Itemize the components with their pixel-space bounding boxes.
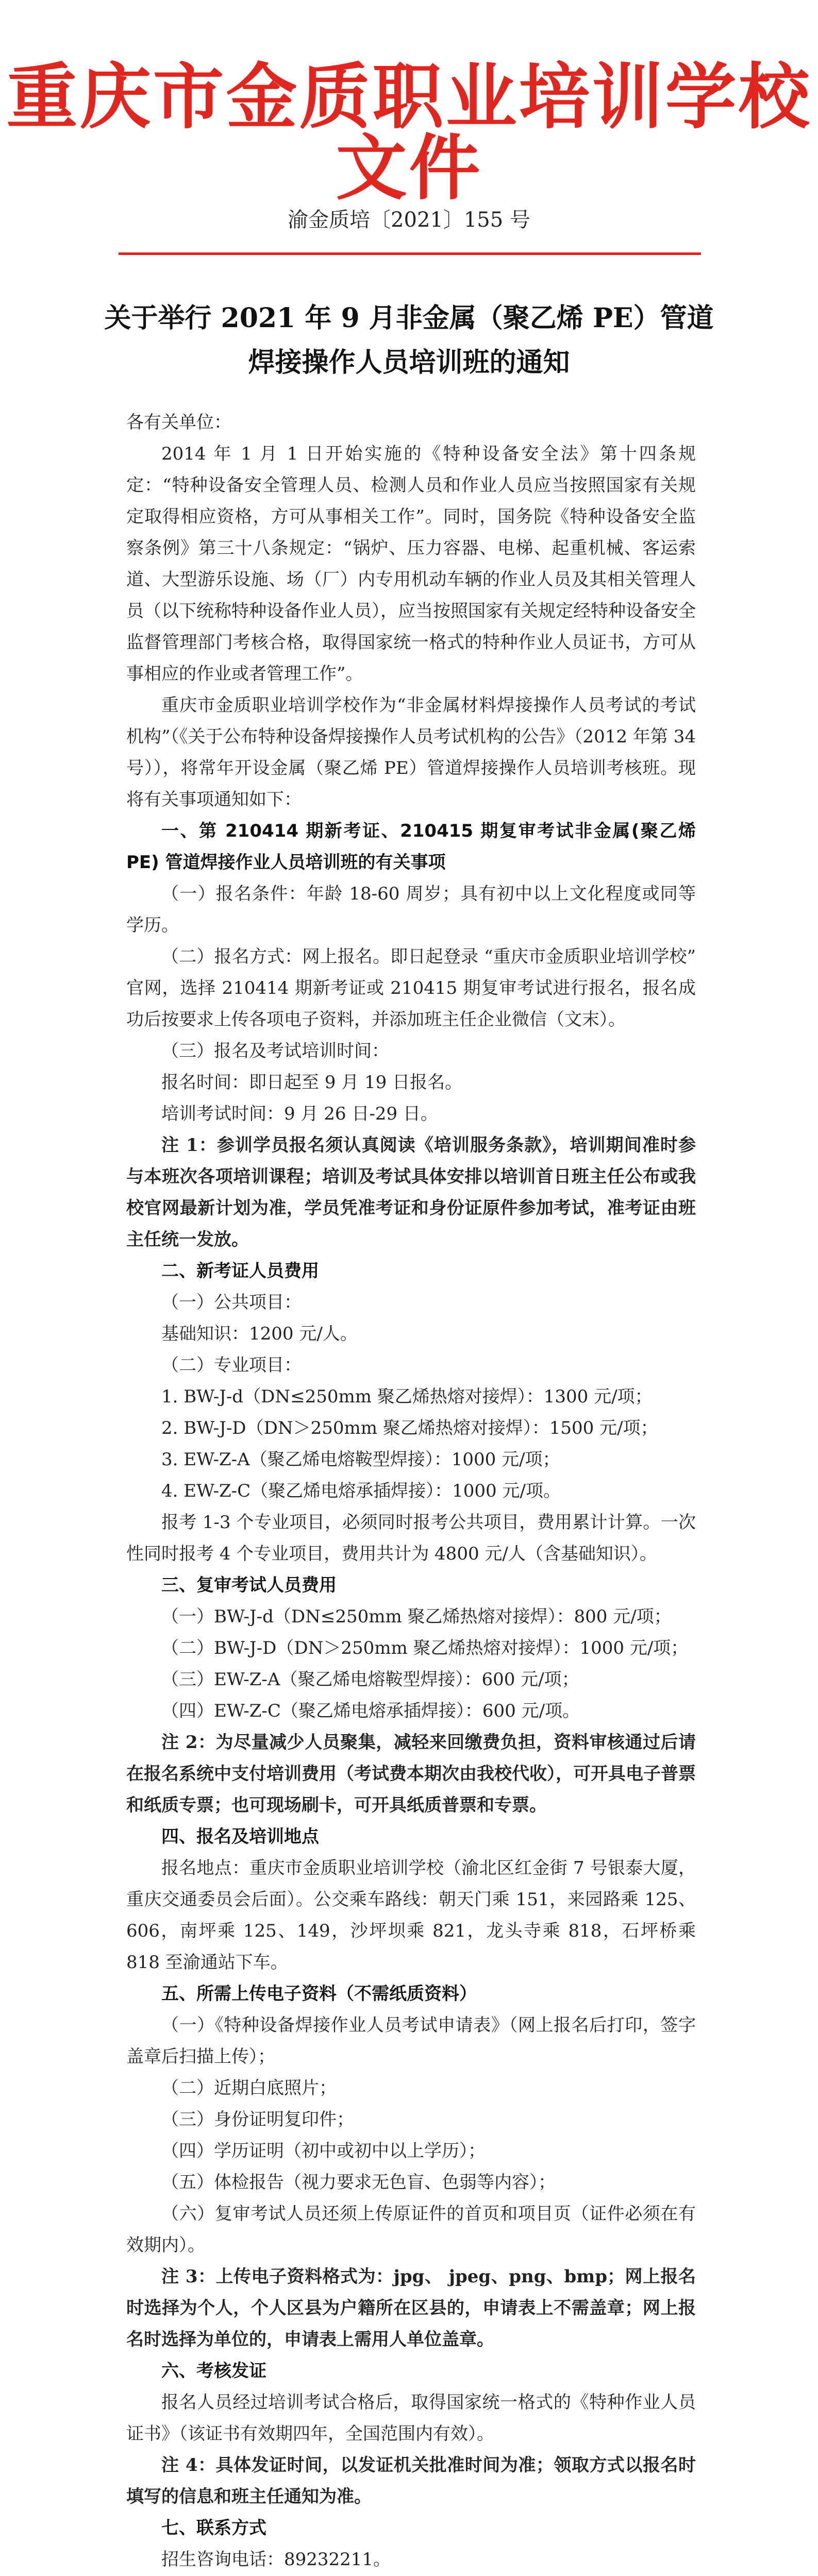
intro-paragraph-2: 重庆市金质职业培训学校作为“非金属材料焊接操作人员考试的考试机构”（《关于公布特种设备焊接操作人员考试机构的公告》（2012 年第 34 号）），将常年开设金属（聚乙烯 PE）管道焊接操作人员培训考核班。现将有关事项通知如下： bbox=[126, 695, 696, 810]
notice-title bbox=[0, 296, 818, 385]
material-education: （四）学历证明（初中或初中以上学历）； bbox=[161, 2141, 486, 2161]
material-renewal-certificate: （六）复审考试人员还须上传原证件的首页和项目页（证件必须在有效期内）。 bbox=[126, 2204, 696, 2256]
salutation: 各有关单位： bbox=[126, 412, 231, 433]
fee-renew-ewzc: （四）EW-Z-C（聚乙烯电熔承插焊接）：600 元/项。 bbox=[161, 1701, 580, 1721]
note-2: 注 2：为尽量减少人员聚集，减轻来回缴费负担，资料审核通过后请在报名系统中支付培训费用（考试费本期次由我校代收），可开具电子普票和纸质专票；也可现场刷卡，可开具纸质普票和专票。 bbox=[126, 1732, 696, 1816]
section-1-item-2: （二）报名方式：网上报名。即日起登录 “重庆市金质职业培训学校” 官网，选择 210414 期新考证或 210415 期复审考试进行报名，报名成功后按要求上传各项电子资料，并添加班主任企业微信（文末）。 bbox=[126, 946, 696, 1030]
section-3-heading: 三、复审考试人员费用 bbox=[161, 1575, 337, 1596]
training-time: 培训考试时间：9 月 26 日-29 日。 bbox=[161, 1104, 438, 1124]
notice-body bbox=[126, 407, 696, 2576]
note-4: 注 4：具体发证时间，以发证机关批准时间为准；领取方式以报名时填写的信息和班主任通知为准。 bbox=[126, 2455, 696, 2507]
section-2-heading: 二、新考证人员费用 bbox=[161, 1261, 319, 1281]
intro-paragraph-1: 2014 年 1 月 1 日开始实施的《特种设备安全法》第十四条规定：“特种设备安全管理人员、检测人员和作业人员应当按照国家有关规定取得相应资格，方可从事相关工作”。同时，国务院《特种设备安全监察条例》第三十八条规定：“锅炉、压力容器、电梯、起重机械、客运索道、大型游乐设施、场（厂）内专用机动车辆的作业人员及其相关管理人员（以下统称特种设备作业人员），应当按照国家有关规定经特种设备安全监督管理部门考核合格，取得国家统一格式的特种作业人员证书，方可从事相应的作业或者管理工作”。 bbox=[126, 444, 696, 684]
fee-new-bwjd-large: 2. BW-J-D（DN＞250mm 聚乙烯热熔对接焊）：1500 元/项； bbox=[161, 1418, 658, 1438]
fee-renew-bwjd-large: （二）BW-J-D（DN＞250mm 聚乙烯热熔对接焊）：1000 元/项； bbox=[161, 1638, 689, 1658]
section-2-item-1: （一）公共项目： bbox=[161, 1292, 302, 1313]
material-application-form: （一）《特种设备焊接作业人员考试申请表》（网上报名后打印，签字盖章后扫描上传）； bbox=[126, 2015, 696, 2067]
section-4-heading: 四、报名及培训地点 bbox=[161, 1826, 319, 1847]
material-id-copy: （三）身份证明复印件； bbox=[161, 2109, 354, 2130]
fee-renew-ewza: （三）EW-Z-A（聚乙烯电熔鞍型焊接）：600 元/项； bbox=[161, 1669, 579, 1690]
fee-new-ewzc: 4. EW-Z-C（聚乙烯电熔承插焊接）：1000 元/项。 bbox=[161, 1481, 561, 1501]
enrollment-phone: 招生咨询电话：89232211。 bbox=[161, 2549, 391, 2570]
title-line-2: 焊接操作人员培训班的通知 bbox=[248, 347, 570, 378]
material-medical: （五）体检报告（视力要求无色盲、色弱等内容）； bbox=[161, 2172, 556, 2193]
fee-basic-knowledge: 基础知识：1200 元/人。 bbox=[161, 1324, 358, 1344]
section-7-heading: 七、联系方式 bbox=[161, 2518, 266, 2538]
note-1: 注 1：参训学员报名须认真阅读《培训服务条款》，培训期间准时参与本班次各项培训课程；培训及考试具体安排以培训首日班主任公布或我校官网最新计划为准，学员凭准考证和身份证原件参加考试，准考证由班主任统一发放。 bbox=[126, 1135, 696, 1250]
fee-renew-bwjd-small: （一）BW-J-d（DN≤250mm 聚乙烯热熔对接焊）：800 元/项； bbox=[161, 1606, 672, 1627]
registration-time: 报名时间：即日起至 9 月 19 日报名。 bbox=[161, 1072, 463, 1093]
masthead: 重庆市金质职业培训学校文件 bbox=[6, 56, 812, 210]
section-2-note: 报考 1-3 个专业项目，必须同时报考公共项目，费用累计计算。一次性同时报考 4 个专业项目，费用共计为 4800 元/人（含基础知识）。 bbox=[126, 1512, 696, 1564]
section-2-item-2: （二）专业项目： bbox=[161, 1355, 302, 1376]
section-1-heading: 一、第 210414 期新考证、210415 期复审考试非金属(聚乙烯 PE) 管道焊接作业人员培训班的有关事项 bbox=[126, 821, 696, 873]
fee-new-bwjd-small: 1. BW-J-d（DN≤250mm 聚乙烯热熔对接焊）：1300 元/项； bbox=[161, 1386, 653, 1407]
masthead-divider bbox=[119, 252, 701, 255]
fee-new-ewza: 3. EW-Z-A（聚乙烯电熔鞍型焊接）：1000 元/项； bbox=[161, 1449, 560, 1470]
title-line-1: 关于举行 2021 年 9 月非金属（聚乙烯 PE）管道 bbox=[104, 302, 714, 334]
section-1-item-1: （一）报名条件：年龄 18-60 周岁；具有初中以上文化程度或同等学历。 bbox=[126, 884, 696, 936]
material-photo: （二）近期白底照片； bbox=[161, 2078, 337, 2098]
document-number: 渝金质培〔2021〕155 号 bbox=[288, 208, 530, 232]
section-6-heading: 六、考核发证 bbox=[161, 2361, 266, 2381]
note-3: 注 3：上传电子资料格式为：jpg、 jpeg、png、bmp；网上报名时选择为个人，个人区县为户籍所在区县的，申请表上不需盖章；网上报名时选择为单位的，申请表上需用人单位盖章。 bbox=[126, 2266, 696, 2350]
section-5-heading: 五、所需上传电子资料（不需纸质资料） bbox=[161, 1984, 477, 2004]
section-6-text: 报名人员经过培训考试合格后，取得国家统一格式的《特种作业人员证书》（该证书有效期四年，全国范围内有效）。 bbox=[126, 2392, 696, 2444]
section-1-item-3: （三）报名及考试培训时间： bbox=[161, 1041, 389, 1061]
section-4-address: 报名地点：重庆市金质职业培训学校（渝北区红金街 7 号银泰大厦，重庆交通委员会后面）。公交乘车路线：朝天门乘 151，来园路乘 125、606，南坪乘 125、149，沙坪坝乘 821，龙头寺乘 818，石坪桥乘 818 至渝通站下车。 bbox=[126, 1858, 696, 1973]
